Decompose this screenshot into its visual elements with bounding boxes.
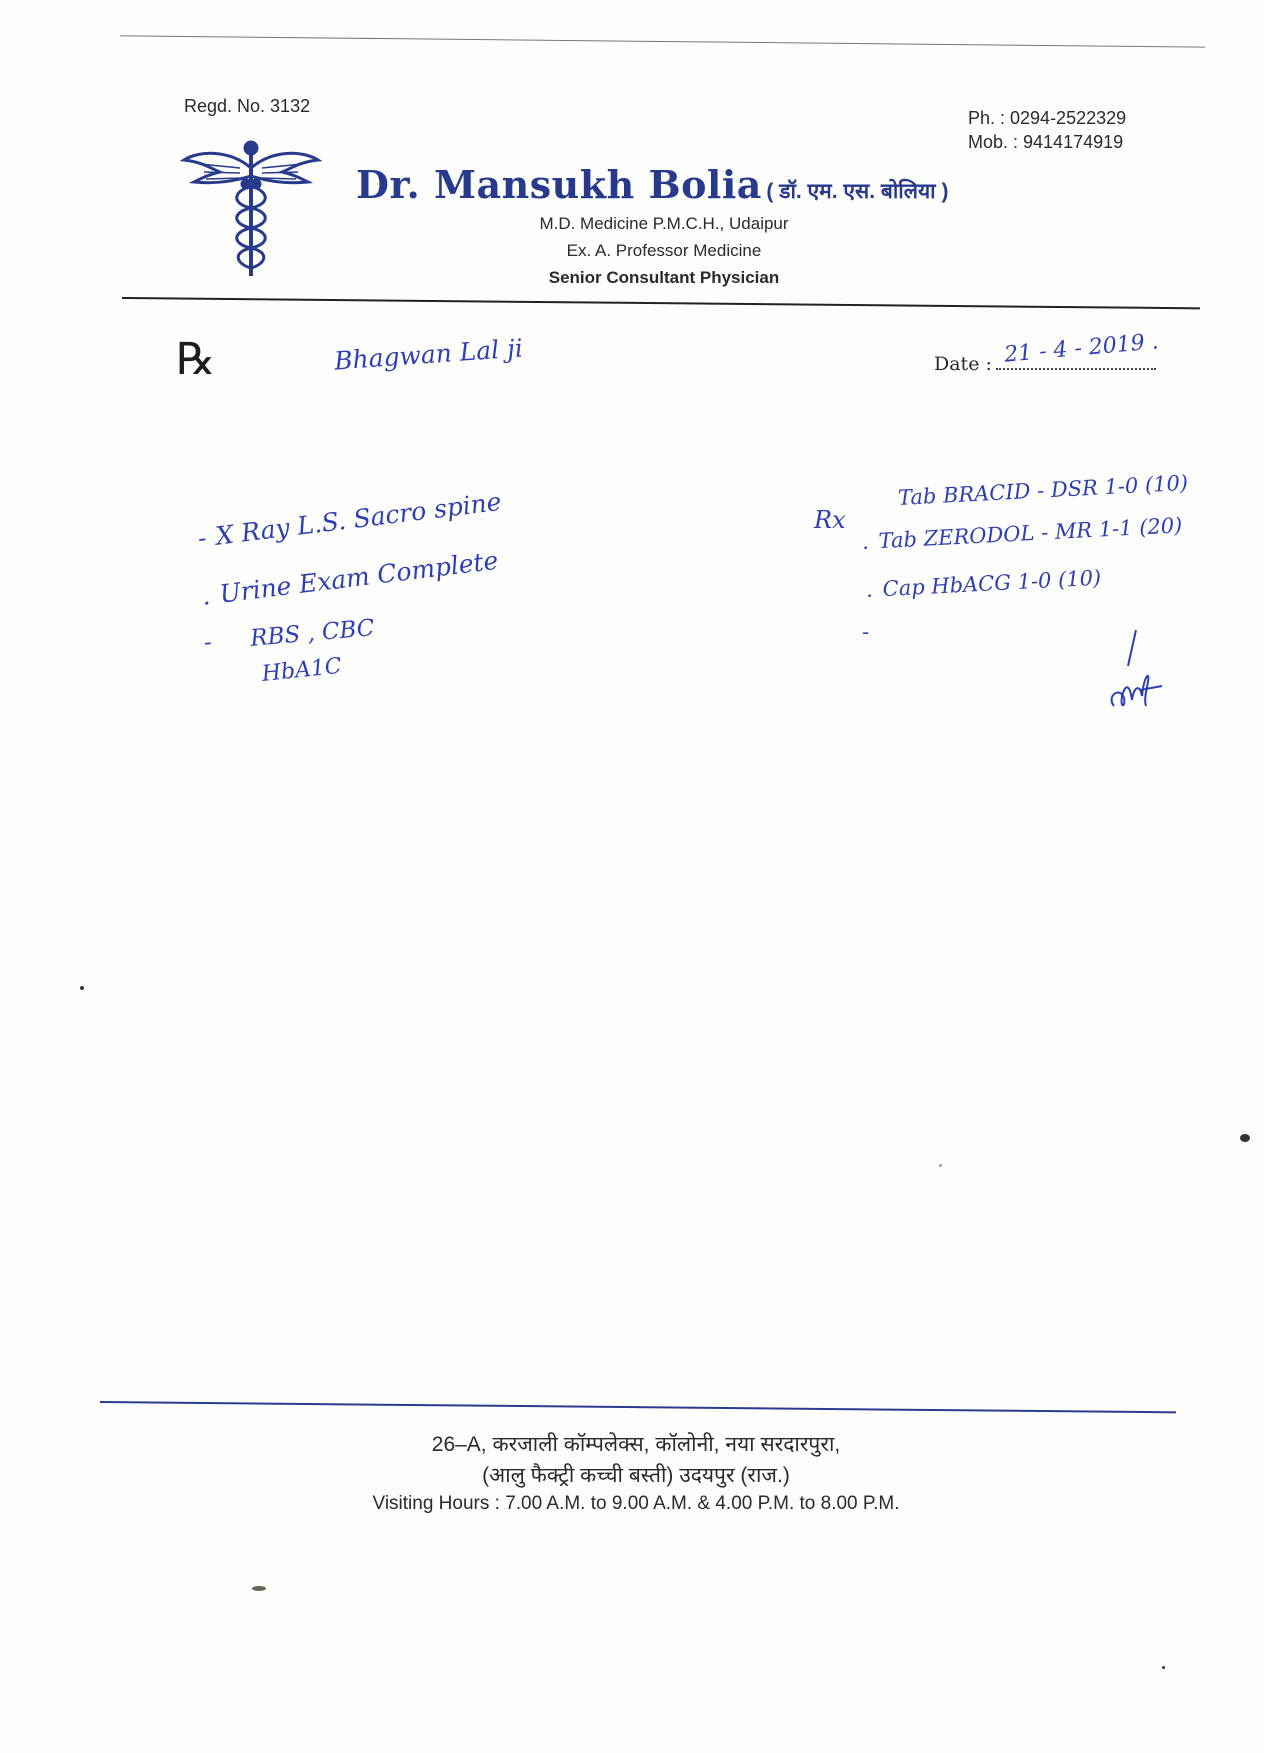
investigation-text: RBS , CBC bbox=[249, 615, 376, 652]
footer-visiting-hours: Visiting Hours : 7.00 A.M. to 9.00 A.M. & 4.00 P.M. to 8.00 P.M. bbox=[372, 1493, 900, 1514]
medication-text: Cap HbACG 1-0 (10) bbox=[882, 565, 1102, 602]
doctor-name-hindi: ( डॉ. एम. एस. बोलिया ) bbox=[766, 180, 949, 203]
rx-mark: Rx bbox=[814, 506, 846, 534]
phone-number: Ph. : 0294-2522329 bbox=[968, 108, 1127, 128]
date-value: 21 - 4 - 2019 . bbox=[1003, 329, 1160, 368]
scan-speck bbox=[252, 1586, 266, 1591]
header-divider bbox=[122, 297, 1200, 309]
date-dotted-line bbox=[996, 329, 1160, 370]
footer-address-line1: 26–A, करजाली कॉम्पलेक्स, कॉलोनी, नया सरदारपुरा, bbox=[431, 1433, 841, 1456]
qualification: M.D. Medicine P.M.C.H., Udaipur bbox=[539, 214, 789, 233]
medication-text: Tab BRACID - DSR 1-0 (10) bbox=[897, 470, 1189, 510]
investigation-text: HbA1C bbox=[260, 653, 343, 687]
top-edge-line bbox=[120, 35, 1205, 47]
footer-divider bbox=[100, 1401, 1176, 1413]
mobile-number: Mob. : 9414174919 bbox=[968, 132, 1124, 152]
investigation-item: - X Ray L.S. Sacro spine bbox=[196, 486, 503, 553]
scan-speck bbox=[1162, 1666, 1165, 1669]
date-label: Date : bbox=[934, 353, 992, 375]
investigation-item: - RBS , CBC bbox=[202, 615, 376, 656]
caduceus-icon bbox=[180, 138, 322, 280]
former-post: Ex. A. Professor Medicine bbox=[566, 241, 762, 260]
registration-number: Regd. No. 3132 bbox=[184, 96, 311, 116]
investigation-text: X Ray L.S. Sacro spine bbox=[214, 486, 503, 551]
footer-address-line2: (आलु फैक्ट्री कच्ची बस्ती) उदयपुर (राज.) bbox=[482, 1464, 790, 1487]
designation: Senior Consultant Physician bbox=[548, 268, 780, 287]
list-dash: - bbox=[862, 620, 870, 644]
medication-item bbox=[897, 471, 1188, 510]
scan-speck bbox=[1240, 1134, 1250, 1142]
medication-item: . Cap HbACG 1-0 (10) bbox=[865, 565, 1102, 602]
investigation-item bbox=[261, 654, 343, 687]
scan-speck bbox=[80, 986, 84, 990]
medication-item: . Tab ZERODOL - MR 1-1 (20) bbox=[861, 513, 1183, 554]
rx-symbol: ℞ bbox=[176, 334, 216, 385]
investigation-item: . Urine Exam Complete bbox=[200, 545, 500, 611]
patient-name: Bhagwan Lal ji bbox=[333, 333, 524, 376]
doctor-name bbox=[356, 162, 948, 207]
investigation-text: Urine Exam Complete bbox=[218, 545, 500, 609]
doctor-name-text: Dr. Mansukh Bolia bbox=[356, 162, 762, 207]
medication-text: Tab ZERODOL - MR 1-1 (20) bbox=[878, 513, 1183, 554]
scan-speck bbox=[939, 1164, 942, 1167]
date-field bbox=[934, 329, 1160, 375]
doctor-signature bbox=[1100, 626, 1180, 716]
